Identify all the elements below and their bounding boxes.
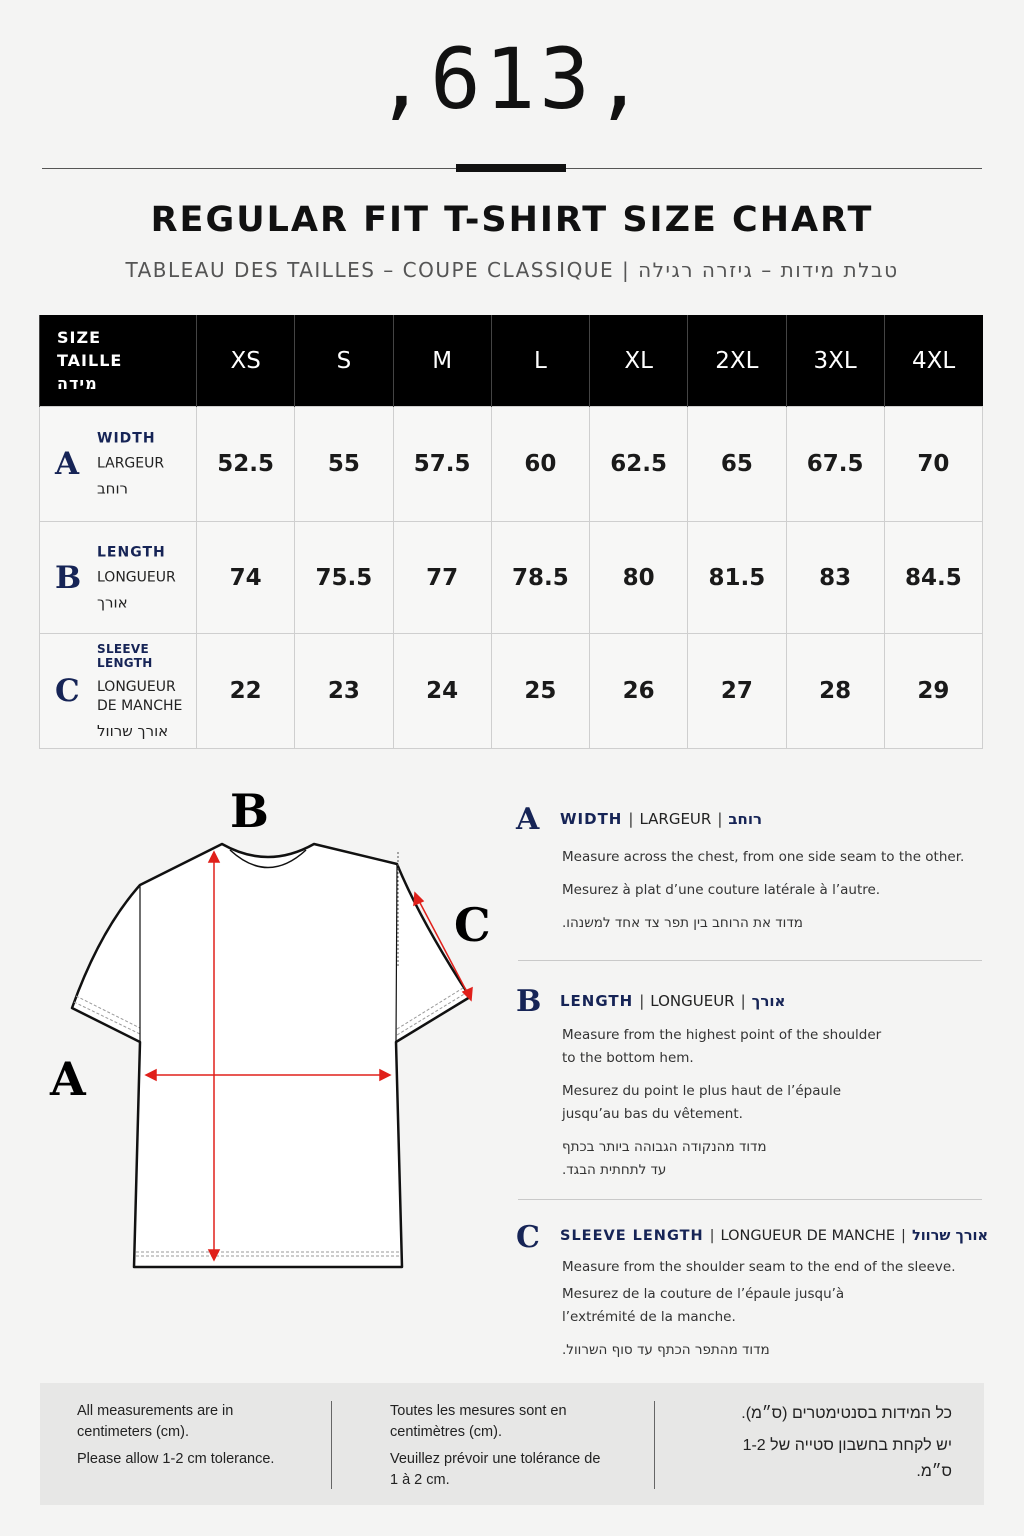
tshirt-diagram	[0, 780, 510, 1300]
footer-notes	[40, 1383, 984, 1505]
row-label-en: LENGTH	[97, 544, 166, 560]
table-cell: 23	[295, 634, 393, 749]
instruction-text-he-2: עד לתחתית הבגד.	[562, 1162, 667, 1178]
row-label-he: אורך	[97, 593, 128, 611]
tshirt-outline	[72, 844, 470, 1267]
table-cell: 24	[393, 634, 491, 749]
instruction-title-he: אורך שרוול	[911, 1228, 989, 1244]
table-cell: 65	[688, 407, 786, 522]
instruction-text-en: Measure from the shoulder seam to the end of the sleeve.	[562, 1259, 956, 1275]
table-cell: 22	[197, 634, 295, 749]
row-label-he: רוחב	[97, 479, 129, 498]
instruction-text-en: Measure across the chest, from one side seam to the other.	[562, 849, 965, 865]
row-head-sleeve-length	[40, 634, 197, 749]
size-4xl: 4XL	[884, 315, 982, 407]
footer-separator	[654, 1401, 655, 1489]
instruction-title-en: WIDTH	[560, 810, 623, 828]
footer-en-line-2: Please allow 1-2 cm tolerance.	[77, 1451, 275, 1467]
instruction-title-fr: LARGEUR	[639, 810, 712, 828]
instruction-title-he: רוחב	[728, 810, 763, 828]
page-title: REGULAR FIT T-SHIRT SIZE CHART	[150, 200, 874, 240]
row-label-fr: LARGEUR	[97, 455, 165, 472]
table-cell: 62.5	[590, 407, 688, 522]
instruction-title-he: אורך	[751, 992, 786, 1010]
table-cell: 60	[491, 407, 589, 522]
footer-he-line-2: יש לקחת בחשבון סטייה של 1-2 ס״מ.	[742, 1437, 952, 1480]
instruction-sleeve-length: C SLEEVE LENGTH | LONGUEUR DE MANCHE | אורך שרוול Measure from the shoulder seam to the end of the sleeve. Mesurez de la couture de l’épaule jusqu’à l’extrémité de la manche. מדוד מהתפר הכתף עד סוף השרוול.	[516, 1220, 986, 1362]
row-label-en: SLEEVE LENGTH	[97, 642, 153, 670]
instruction-divider	[518, 960, 982, 961]
instruction-text-fr-1: Mesurez du point le plus haut de l’épaule	[562, 1083, 842, 1099]
table-cell: 75.5	[295, 522, 393, 634]
table-row-sleeve-length	[40, 634, 983, 749]
instruction-text-he: מדוד מהתפר הכתף עד סוף השרוול.	[562, 1342, 770, 1358]
instruction-text-fr-2: l’extrémité de la manche.	[562, 1309, 736, 1325]
table-row-width	[40, 407, 983, 522]
size-s: S	[295, 315, 393, 407]
instruction-letter: C	[516, 1220, 540, 1255]
footer-note-fr	[390, 1401, 610, 1497]
footer-en-line-1: All measurements are in centimeters (cm).	[77, 1403, 234, 1440]
table-cell: 78.5	[491, 522, 589, 634]
instruction-title-fr: LONGUEUR	[650, 992, 735, 1010]
instruction-length: B LENGTH | LONGUEUR | אורך Measure from the highest point of the shoulder to the bottom hem. Mesurez du point le plus haut de l’épaule jusqu’au bas du vêtement. מדוד מהנקודה הגבוהה ביותר בכתף עד לתחתית הבגד.	[516, 984, 986, 1182]
diagram-label-c: C	[454, 898, 491, 952]
table-cell: 57.5	[393, 407, 491, 522]
instruction-letter: B	[516, 984, 542, 1019]
row-head-length	[40, 522, 197, 634]
row-label-fr: LONGUEUR	[97, 569, 176, 585]
header-accent-bar	[456, 164, 566, 172]
table-cell: 52.5	[197, 407, 295, 522]
page-subtitle: TABLEAU DES TAILLES – COUPE CLASSIQUE | טבלת מידות – גיזרה רגילה	[125, 258, 899, 282]
size-xl: XL	[590, 315, 688, 407]
size-header-en: SIZE	[57, 328, 102, 347]
instruction-text-he: מדוד את הרוחב בין תפר צד אחד למשנהו.	[562, 915, 803, 931]
diagram-label-b: B	[230, 784, 269, 838]
diagram-label-a: A	[50, 1052, 86, 1106]
table-cell: 25	[491, 634, 589, 749]
table-cell: 83	[786, 522, 884, 634]
table-cell: 77	[393, 522, 491, 634]
table-cell: 81.5	[688, 522, 786, 634]
size-table	[39, 315, 983, 749]
size-3xl: 3XL	[786, 315, 884, 407]
row-label-he: אורך שרוול	[97, 722, 169, 740]
size-header-fr: TAILLE	[57, 351, 123, 370]
size-header-cell	[40, 315, 197, 407]
instruction-text-fr: Mesurez à plat d’une couture latérale à l’autre.	[562, 882, 881, 898]
instruction-title-fr: LONGUEUR DE MANCHE	[720, 1228, 896, 1244]
row-letter: C	[55, 673, 80, 709]
instruction-divider	[518, 1199, 982, 1200]
footer-fr-line-1: Toutes les mesures sont en centimètres (cm).	[390, 1403, 567, 1440]
footer-fr-line-2: Veuillez prévoir une tolérance de 1 à 2 cm.	[390, 1451, 601, 1488]
table-cell: 29	[884, 634, 982, 749]
instruction-title-en: SLEEVE LENGTH	[560, 1228, 704, 1244]
footer-note-he	[720, 1401, 952, 1491]
row-label-en: WIDTH	[97, 430, 156, 447]
table-cell: 27	[688, 634, 786, 749]
row-letter: B	[55, 559, 82, 596]
instruction-text-fr-2: jusqu’au bas du vêtement.	[562, 1106, 743, 1122]
table-cell: 67.5	[786, 407, 884, 522]
size-2xl: 2XL	[688, 315, 786, 407]
instruction-text-en-2: to the bottom hem.	[562, 1050, 694, 1066]
brand-logo: ,613,	[375, 30, 649, 128]
instruction-text-en-1: Measure from the highest point of the shoulder	[562, 1027, 882, 1043]
instruction-text-fr-1: Mesurez de la couture de l’épaule jusqu’à	[562, 1286, 845, 1302]
table-cell: 26	[590, 634, 688, 749]
size-m: M	[393, 315, 491, 407]
table-cell: 70	[884, 407, 982, 522]
table-cell: 74	[197, 522, 295, 634]
table-cell: 28	[786, 634, 884, 749]
table-row-length	[40, 522, 983, 634]
instruction-width: A WIDTH | LARGEUR | רוחב Measure across the chest, from one side seam to the other. Mesurez à plat d’une couture latérale à l’autre. מדוד את הרוחב בין תפר צד אחד למשנהו.	[516, 802, 986, 935]
table-cell: 55	[295, 407, 393, 522]
size-header-he: מידה	[57, 374, 98, 393]
size-header-row	[40, 315, 983, 407]
table-cell: 80	[590, 522, 688, 634]
instruction-text-he-1: מדוד מהנקודה הגבוהה ביותר בכתף	[562, 1139, 767, 1155]
instruction-title-en: LENGTH	[560, 992, 634, 1010]
footer-he-line-1: כל המידות בסנטימטרים (ס״מ).	[741, 1405, 952, 1422]
footer-note-en	[77, 1401, 307, 1476]
row-letter: A	[55, 446, 80, 482]
instruction-letter: A	[516, 802, 540, 837]
row-head-width	[40, 407, 197, 522]
size-l: L	[491, 315, 589, 407]
size-xs: XS	[197, 315, 295, 407]
table-cell: 84.5	[884, 522, 982, 634]
row-label-fr: LONGUEUR DE MANCHE	[97, 679, 183, 714]
footer-separator	[331, 1401, 332, 1489]
